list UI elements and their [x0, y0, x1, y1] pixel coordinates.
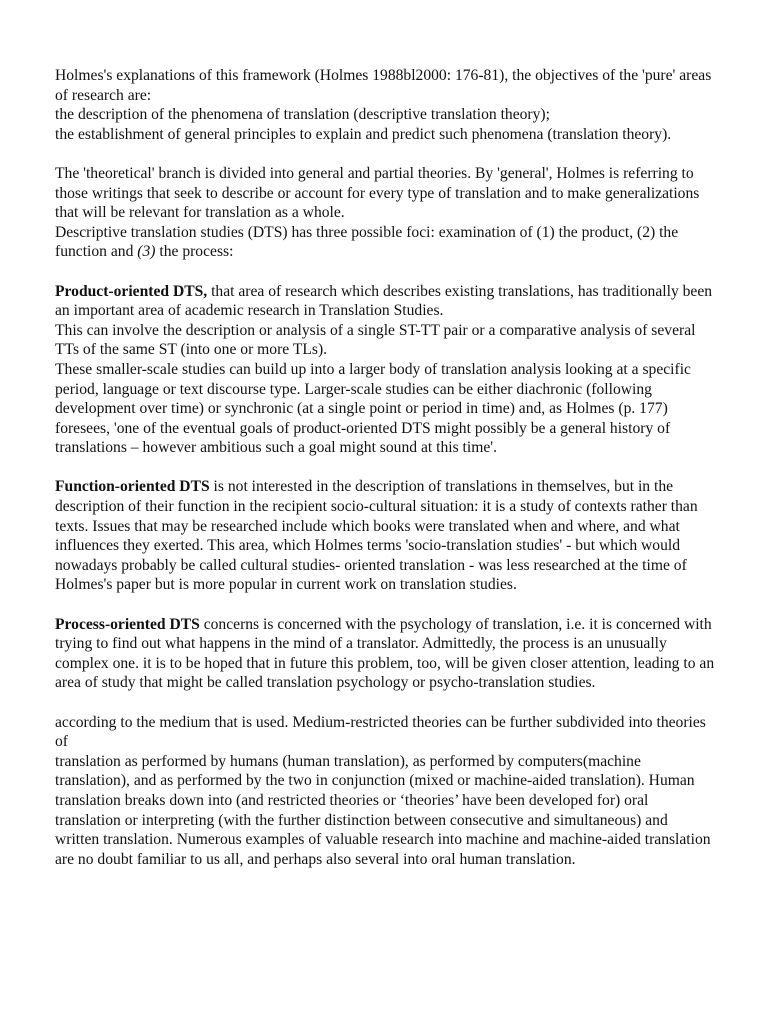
function-paragraph [55, 477, 715, 595]
document-page [55, 66, 715, 869]
process-text: concerns is concerned with the psychology of translation, i.e. it is concerned with trying to find out what happens in the mind of a translator. Admittedly, the process is an unusually complex one. it is to be hoped that in future this problem, too, will be given closer attention, leading to an area of study that might be called translation psychology or psycho-translation studies. [55, 615, 715, 692]
dts-foci-paragraph [55, 223, 715, 262]
theoretical-paragraph: The 'theoretical' branch is divided into general and partial theories. By 'general', Holmes is referring to those writings that seek to describe or account for every type of translation and to make generalizations that will be relevant for translation as a whole. [55, 164, 700, 222]
dts-foci-tail: the process: [155, 243, 234, 261]
product-text: that area of research which describes existing translations, has traditionally been an important area of academic research in Translation Studies. [55, 282, 713, 320]
medium-paragraph-2: translation as performed by humans (human translation), as performed by computers(machine translation), and as performed by the two in conjunction (mixed or machine-aided translation). Human translation breaks down into (and restricted theories or ‘theories’ have been developed for) oral translation or interpreting (with the further distinction between consecutive and simultaneous) and written translation. Numerous examples of valuable research into machine and machine-aided translation are no doubt familiar to us all, and perhaps also several into oral human translation. [55, 752, 711, 868]
product-paragraph-1 [55, 282, 715, 321]
medium-paragraph-1: according to the medium that is used. Medium-restricted theories can be further subdivided into theories of [55, 713, 706, 751]
paragraph-spacer [55, 144, 715, 164]
product-heading: Product-oriented DTS, [55, 282, 208, 300]
function-heading: Function-oriented DTS [55, 478, 210, 496]
paragraph-spacer [55, 693, 715, 713]
process-heading: Process-oriented DTS [55, 615, 200, 633]
dts-foci-text: Descriptive translation studies (DTS) has three possible foci: examination of (1) the product, (2) the function and [55, 223, 679, 261]
intro-paragraph-1: Holmes's explanations of this framework (Holmes 1988bl2000: 176-81), the objectives of the 'pure' areas of research are: [55, 67, 712, 104]
paragraph-spacer [55, 262, 715, 282]
paragraph-spacer [55, 595, 715, 615]
dts-foci-number-3: (3) [137, 243, 156, 261]
product-paragraph-2: This can involve the description or analysis of a single ST-TT pair or a comparative analysis of several TTs of the same ST (into one or more TLs). [55, 321, 696, 359]
function-text: is not interested in the description of translations in themselves, but in the description of their function in the recipient socio-cultural situation: it is a study of contexts rather than texts. Issues that may be researched include which books were translated when and where, and what influences they exerted. This area, which Holmes terms 'socio-translation studies' - but which would nowadays probably be called cultural studies- oriented translation - was less researched at the time of Holmes's paper but is more popular in current work on translation studies. [55, 478, 698, 594]
paragraph-spacer [55, 458, 715, 478]
intro-paragraph-2: the description of the phenomena of translation (descriptive translation theory); [55, 106, 550, 124]
intro-paragraph-3: the establishment of general principles to explain and predict such phenomena (translation theory). [55, 125, 672, 143]
process-paragraph [55, 615, 715, 693]
product-paragraph-3: These smaller-scale studies can build up into a larger body of translation analysis looking at a specific period, language or text discourse type. Larger-scale studies can be either diachronic (following development over time) or synchronic (at a single point or period in time) and, as Holmes (p. 177) foresees, 'one of the eventual goals of product-oriented DTS might possibly be a general history of translations – however ambitious such a goal might sound at this time'. [55, 360, 691, 457]
